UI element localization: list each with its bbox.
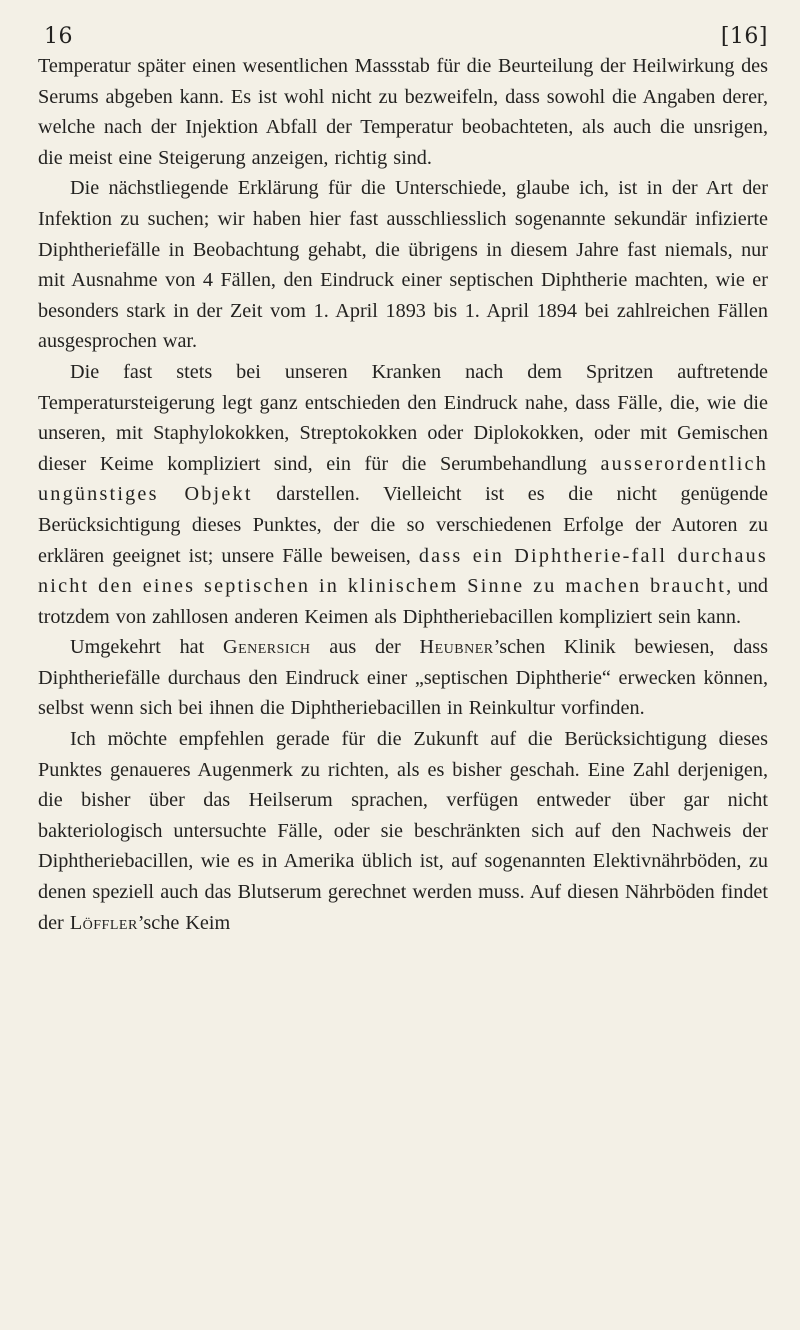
paragraph-p2 [38, 173, 768, 357]
author-name: Löffler [69, 911, 138, 934]
paragraph-p1 [38, 51, 768, 173]
text-run: Temperatur später einen wesentlichen Massstab für die Beurteilung der Heilwirkung des Serums abgeben kann. Es ist wohl nicht zu bezweifeln, dass sowohl die Angaben derer, welche nach der Injektion Abfall der Temperatur beobachteten, als auch die unsrigen, die meist eine Steigerung anzeigen, richtig sind. [38, 55, 768, 169]
page-number-bracketed: [16] [720, 24, 768, 49]
text-run: , und trotzdem von zahllosen anderen Keimen als Diphtheriebacillen kompliziert sein kann. [38, 575, 769, 628]
paragraph-p3 [38, 357, 768, 632]
page-number: 16 [44, 24, 73, 49]
running-header [44, 24, 768, 49]
emphasized-text: ausserordentlich ungünstiges Objekt [38, 452, 768, 506]
text-run: darstellen. Vielleicht ist es die nicht genügende Berücksichtigung dieses Punktes, der die so verschiedenen Erfolge der Autoren zu erklären geeignet ist; unsere Fälle beweisen, [38, 483, 768, 567]
author-name: Heubner [419, 636, 494, 659]
text-run: aus der [310, 636, 420, 659]
text-run: Die nächstliegende Erklärung für die Unterschiede, glaube ich, ist in der Art der Infektion zu suchen; wir haben hier fast ausschliesslich sogenannte sekundär infizierte Diphtheriefälle in Beobachtung gehabt, die übrigens in diesem Jahre fast niemals, nur mit Ausnahme von 4 Fällen, den Eindruck einer septischen Diphtherie machten, wie er besonders stark in der Zeit vom 1. April 1893 bis 1. April 1894 bei zahlreichen Fällen ausgesprochen war. [38, 177, 768, 353]
text-run: Ich möchte empfehlen gerade für die Zukunft auf die Berücksichtigung dieses Punktes genaueres Augenmerk zu richten, als es bisher geschah. Eine Zahl derjenigen, die bisher über das Heilserum sprachen, verfügen entweder über gar nicht bakteriologisch untersuchte Fälle, oder sie beschränkten sich auf den Nachweis der Diphtheriebacillen, wie es in Amerika üblich ist, auf sogenannten Elektivnährböden, zu denen speziell auch das Blutserum gerechnet werden muss. Auf diesen Nährböden findet der [38, 728, 768, 934]
text-run: Umgekehrt hat [70, 636, 224, 659]
text-run: ’sche Keim [137, 911, 231, 934]
body-text [38, 51, 768, 938]
author-name: Genersich [223, 636, 311, 659]
paragraph-p4 [38, 632, 768, 724]
text-run: ’schen Klinik bewiesen, dass Diphtheriefälle durchaus den Eindruck einer „septischen Diphtherie“ erwecken können, selbst wenn sich bei ihnen die Diphtheriebacillen in Reinkultur vorfinden. [38, 636, 769, 720]
paragraph-p5 [38, 724, 768, 938]
text-run: Die fast stets bei unseren Kranken nach dem Spritzen auftretende Temperatursteigerung legt ganz entschieden den Eindruck nahe, dass Fälle, die, wie die unseren, mit Staphylokokken, Streptokokken oder Diplokokken, oder mit Gemischen dieser Keime kompliziert sind, ein für die Serumbehandlung [38, 360, 768, 475]
emphasized-text: dass ein Diphtherie-fall durchaus nicht den eines septischen in klinischem Sinne zu machen braucht [38, 544, 768, 598]
